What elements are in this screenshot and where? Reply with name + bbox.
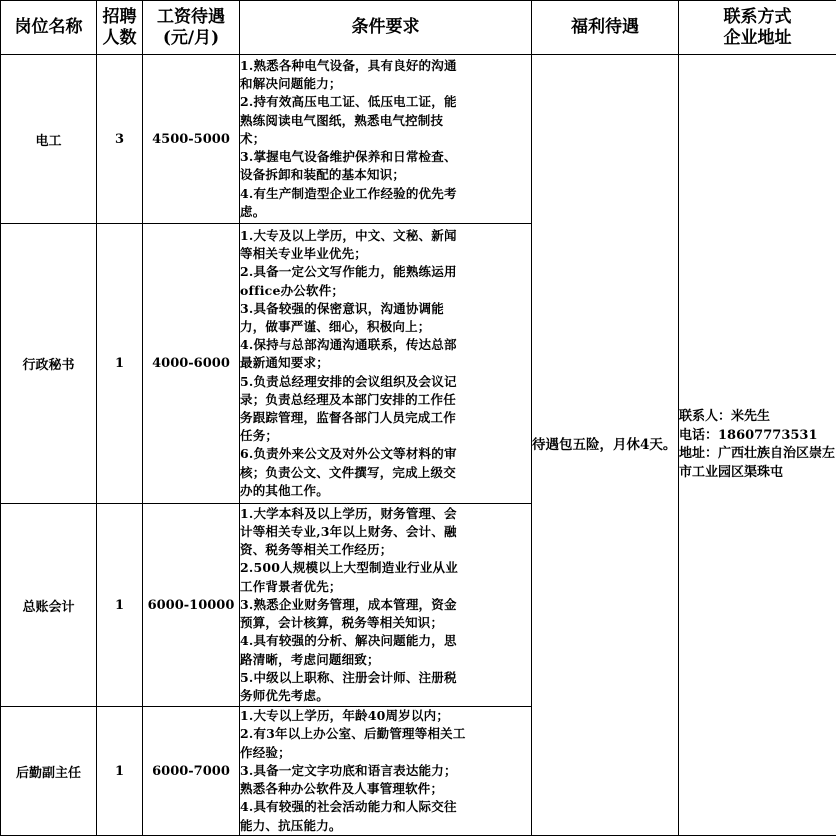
count-cell: 3 — [97, 55, 143, 224]
requirement-line: 任务； — [240, 427, 531, 445]
requirement-line: 核；负责公文、文件撰写，完成上级交 — [240, 464, 531, 482]
header-salary-line1: 工资待遇 — [143, 7, 239, 28]
requirements-cell — [240, 707, 532, 836]
header-count-line2: 人数 — [97, 28, 142, 49]
requirement-line: 1.大专以上学历，年龄40周岁以内； — [240, 707, 531, 725]
count-cell: 1 — [97, 224, 143, 504]
requirement-line: 录；负责总经理及本部门安排的工作任 — [240, 391, 531, 409]
requirement-line: 办的其他工作。 — [240, 482, 531, 500]
header-salary-line2: (元/月) — [143, 28, 239, 49]
requirement-line: 术； — [240, 130, 531, 148]
requirement-line: 3.熟悉企业财务管理，成本管理，资金 — [240, 596, 531, 614]
header-count-line1: 招聘 — [97, 7, 142, 28]
requirement-line: 务跟踪管理，监督各部门人员完成工作 — [240, 409, 531, 427]
requirement-line: 工作背景者优先； — [240, 578, 531, 596]
header-requirements: 条件要求 — [240, 1, 532, 55]
header-position: 岗位名称 — [1, 1, 97, 55]
requirement-line: 计等相关专业,3年以上财务、会计、融 — [240, 523, 531, 541]
requirement-line: 4.保持与总部沟通沟通联系，传达总部 — [240, 336, 531, 354]
requirement-line: 最新通知要求； — [240, 354, 531, 372]
requirement-line: 设备拆卸和装配的基本知识； — [240, 166, 531, 184]
requirement-line: 3.具备一定文字功底和语言表达能力； — [240, 762, 531, 780]
requirement-line: 6.负责外来公文及对外公文等材料的审 — [240, 445, 531, 463]
contact-phone: 电话：18607773531 — [679, 427, 836, 446]
salary-cell: 6000-10000 — [143, 504, 240, 707]
contact-cell — [679, 55, 836, 836]
requirement-line: 路清晰，考虑问题细致； — [240, 651, 531, 669]
requirement-line: 1.大专及以上学历，中文、文秘、新闻 — [240, 227, 531, 245]
requirement-line: 作经验； — [240, 744, 531, 762]
position-cell: 总账会计 — [1, 504, 97, 707]
requirement-line: 等相关专业毕业优先； — [240, 245, 531, 263]
requirement-line: 预算，会计核算，税务等相关知识； — [240, 614, 531, 632]
contact-person: 联系人：米先生 — [679, 408, 836, 427]
position-cell: 电工 — [1, 55, 97, 224]
salary-cell: 4500-5000 — [143, 55, 240, 224]
requirement-line: 4.具有较强的社会活动能力和人际交往 — [240, 798, 531, 816]
header-salary — [143, 1, 240, 55]
salary-cell: 4000-6000 — [143, 224, 240, 504]
header-contact — [679, 1, 836, 55]
requirement-line: 4.具有较强的分析、解决问题能力，思 — [240, 632, 531, 650]
requirement-line: 能力、抗压能力。 — [240, 817, 531, 835]
requirements-cell — [240, 504, 532, 707]
requirements-cell — [240, 224, 532, 504]
requirements-cell — [240, 55, 532, 224]
requirement-line: 力，做事严谨、细心，积极向上； — [240, 318, 531, 336]
requirement-line: 熟悉各种办公软件及人事管理软件； — [240, 780, 531, 798]
count-cell: 1 — [97, 707, 143, 836]
header-row — [1, 1, 836, 55]
requirement-line: 1.大学本科及以上学历，财务管理、会 — [240, 505, 531, 523]
requirement-line: 虑。 — [240, 203, 531, 221]
requirement-line: 2.持有效高压电工证、低压电工证，能 — [240, 93, 531, 111]
requirement-line: 熟练阅读电气图纸，熟悉电气控制技 — [240, 112, 531, 130]
requirement-line: 2.500人规模以上大型制造业行业从业 — [240, 559, 531, 577]
requirement-line: 5.中级以上职称、注册会计师、注册税 — [240, 669, 531, 687]
benefits-cell: 待遇包五险，月休4天。 — [532, 55, 679, 836]
requirement-line: 资、税务等相关工作经历； — [240, 541, 531, 559]
requirement-line: 5.负责总经理安排的会议组织及会议记 — [240, 373, 531, 391]
count-cell: 1 — [97, 504, 143, 707]
position-cell: 行政秘书 — [1, 224, 97, 504]
header-contact-line2: 企业地址 — [679, 28, 836, 49]
requirement-line: 3.掌握电气设备维护保养和日常检查、 — [240, 148, 531, 166]
requirement-line: 1.熟悉各种电气设备，具有良好的沟通 — [240, 57, 531, 75]
position-cell: 后勤副主任 — [1, 707, 97, 836]
table-row — [1, 55, 836, 224]
requirement-line: 和解决问题能力； — [240, 75, 531, 93]
header-contact-line1: 联系方式 — [679, 7, 836, 28]
header-benefits: 福利待遇 — [532, 1, 679, 55]
requirement-line: 2.具备一定公文写作能力，能熟练运用 — [240, 263, 531, 281]
requirement-line: 4.有生产制造型企业工作经验的优先考 — [240, 185, 531, 203]
salary-cell: 6000-7000 — [143, 707, 240, 836]
requirement-line: 2.有3年以上办公室、后勤管理等相关工 — [240, 725, 531, 743]
header-count — [97, 1, 143, 55]
requirement-line: 3.具备较强的保密意识，沟通协调能 — [240, 300, 531, 318]
contact-address: 地址：广西壮族自治区崇左市工业园区渠珠屯 — [679, 445, 836, 482]
requirement-line: 务师优先考虑。 — [240, 687, 531, 705]
requirement-line: office办公软件； — [240, 282, 531, 300]
